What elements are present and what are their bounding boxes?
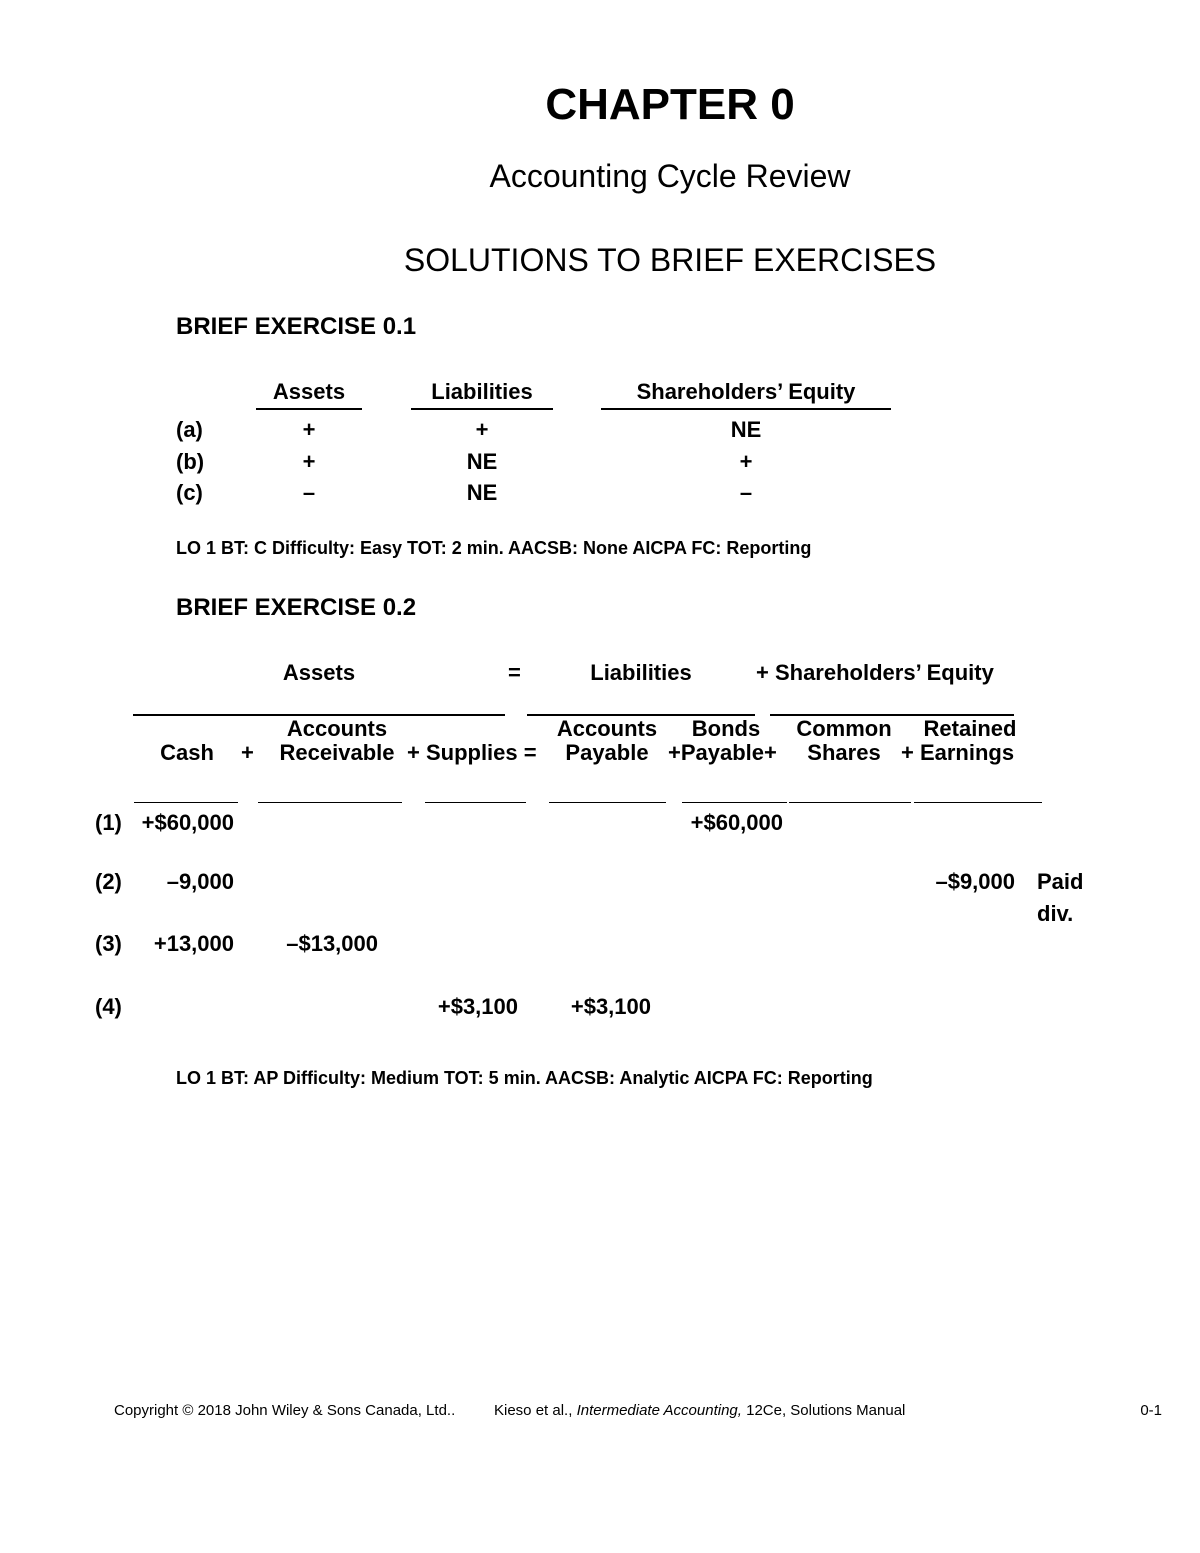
- col-cash-header: Cash: [160, 740, 214, 765]
- column-underline: [258, 802, 402, 803]
- book-reference: [494, 1402, 905, 1419]
- header-underline: [411, 408, 553, 410]
- group-equity-header: + Shareholders’ Equity: [756, 660, 994, 685]
- row-label: (1): [95, 810, 122, 835]
- equals-sign: =: [508, 660, 521, 685]
- chapter-title: CHAPTER 0: [545, 80, 795, 129]
- column-underline: [789, 802, 911, 803]
- cell-equity: –: [739, 480, 753, 505]
- cell-liabilities: +: [475, 417, 489, 442]
- column-underline: [549, 802, 666, 803]
- cell-equity: +: [739, 449, 753, 474]
- exercise-2-heading: BRIEF EXERCISE 0.2: [176, 594, 417, 621]
- cell-retained-earnings: –$9,000: [935, 869, 1015, 894]
- cell-liabilities: NE: [466, 480, 498, 505]
- page-number: 0-1: [1140, 1402, 1162, 1419]
- cell-accounts-receivable: –$13,000: [286, 931, 378, 956]
- learning-objective-line: LO 1 BT: C Difficulty: Easy TOT: 2 min. AACSB: None AICPA FC: Reporting: [176, 538, 812, 558]
- learning-objective-line: LO 1 BT: AP Difficulty: Medium TOT: 5 min. AACSB: Analytic AICPA FC: Reporting: [176, 1068, 873, 1088]
- chapter-subtitle: Accounting Cycle Review: [489, 158, 851, 194]
- cell-assets: +: [302, 449, 316, 474]
- col-re-header-top: Retained: [923, 716, 1017, 741]
- col-ar-header-top: Accounts: [286, 716, 388, 741]
- row-label: (c): [176, 480, 203, 505]
- row-label: (3): [95, 931, 122, 956]
- book-title: Intermediate Accounting,: [576, 1402, 742, 1419]
- exercise-1-heading: BRIEF EXERCISE 0.1: [176, 313, 417, 340]
- header-underline: [601, 408, 891, 410]
- group-assets-header: Assets: [282, 660, 356, 685]
- row-note: div.: [1037, 901, 1074, 926]
- col-equity-header: Shareholders’ Equity: [636, 379, 856, 404]
- row-label: (b): [176, 449, 205, 474]
- column-underline: [425, 802, 526, 803]
- cell-assets: +: [302, 417, 316, 442]
- cell-assets: –: [302, 480, 316, 505]
- col-bp-header-top: Bonds: [691, 716, 761, 741]
- plus-sign: +: [241, 740, 254, 765]
- cell-supplies: +$3,100: [437, 994, 518, 1019]
- cell-cash: +13,000: [153, 931, 234, 956]
- copyright-notice: Copyright © 2018 John Wiley & Sons Canada, Ltd..: [114, 1402, 456, 1419]
- row-label: (4): [95, 994, 122, 1019]
- book-edition: 12Ce, Solutions Manual: [746, 1402, 906, 1419]
- col-bp-header-bottom: +Payable+: [668, 740, 777, 765]
- row-note: Paid: [1037, 869, 1084, 894]
- cell-equity: NE: [730, 417, 762, 442]
- col-cs-header-top: Common: [796, 716, 892, 741]
- col-re-header-bottom: + Earnings: [901, 740, 1015, 765]
- row-label: (a): [176, 417, 203, 442]
- col-liabilities-header: Liabilities: [431, 379, 533, 404]
- column-underline: [134, 802, 238, 803]
- col-assets-header: Assets: [272, 379, 346, 404]
- cell-bonds-payable: +$60,000: [690, 810, 783, 835]
- group-liabilities-header: Liabilities: [590, 660, 692, 685]
- cell-cash: +$60,000: [141, 810, 234, 835]
- cell-cash: –9,000: [166, 869, 234, 894]
- section-title: SOLUTIONS TO BRIEF EXERCISES: [403, 242, 937, 278]
- cell-liabilities: NE: [466, 449, 498, 474]
- col-ap-header-top: Accounts: [556, 716, 658, 741]
- column-underline: [914, 802, 1042, 803]
- col-ap-header-bottom: Payable: [565, 740, 649, 765]
- cell-accounts-payable: +$3,100: [570, 994, 651, 1019]
- col-cs-header-bottom: Shares: [807, 740, 881, 765]
- book-authors: Kieso et al.,: [494, 1402, 573, 1419]
- column-underline: [682, 802, 787, 803]
- col-ar-header-bottom: Receivable: [279, 740, 395, 765]
- row-label: (2): [95, 869, 122, 894]
- header-underline: [256, 408, 362, 410]
- col-supplies-header: + Supplies =: [407, 740, 537, 765]
